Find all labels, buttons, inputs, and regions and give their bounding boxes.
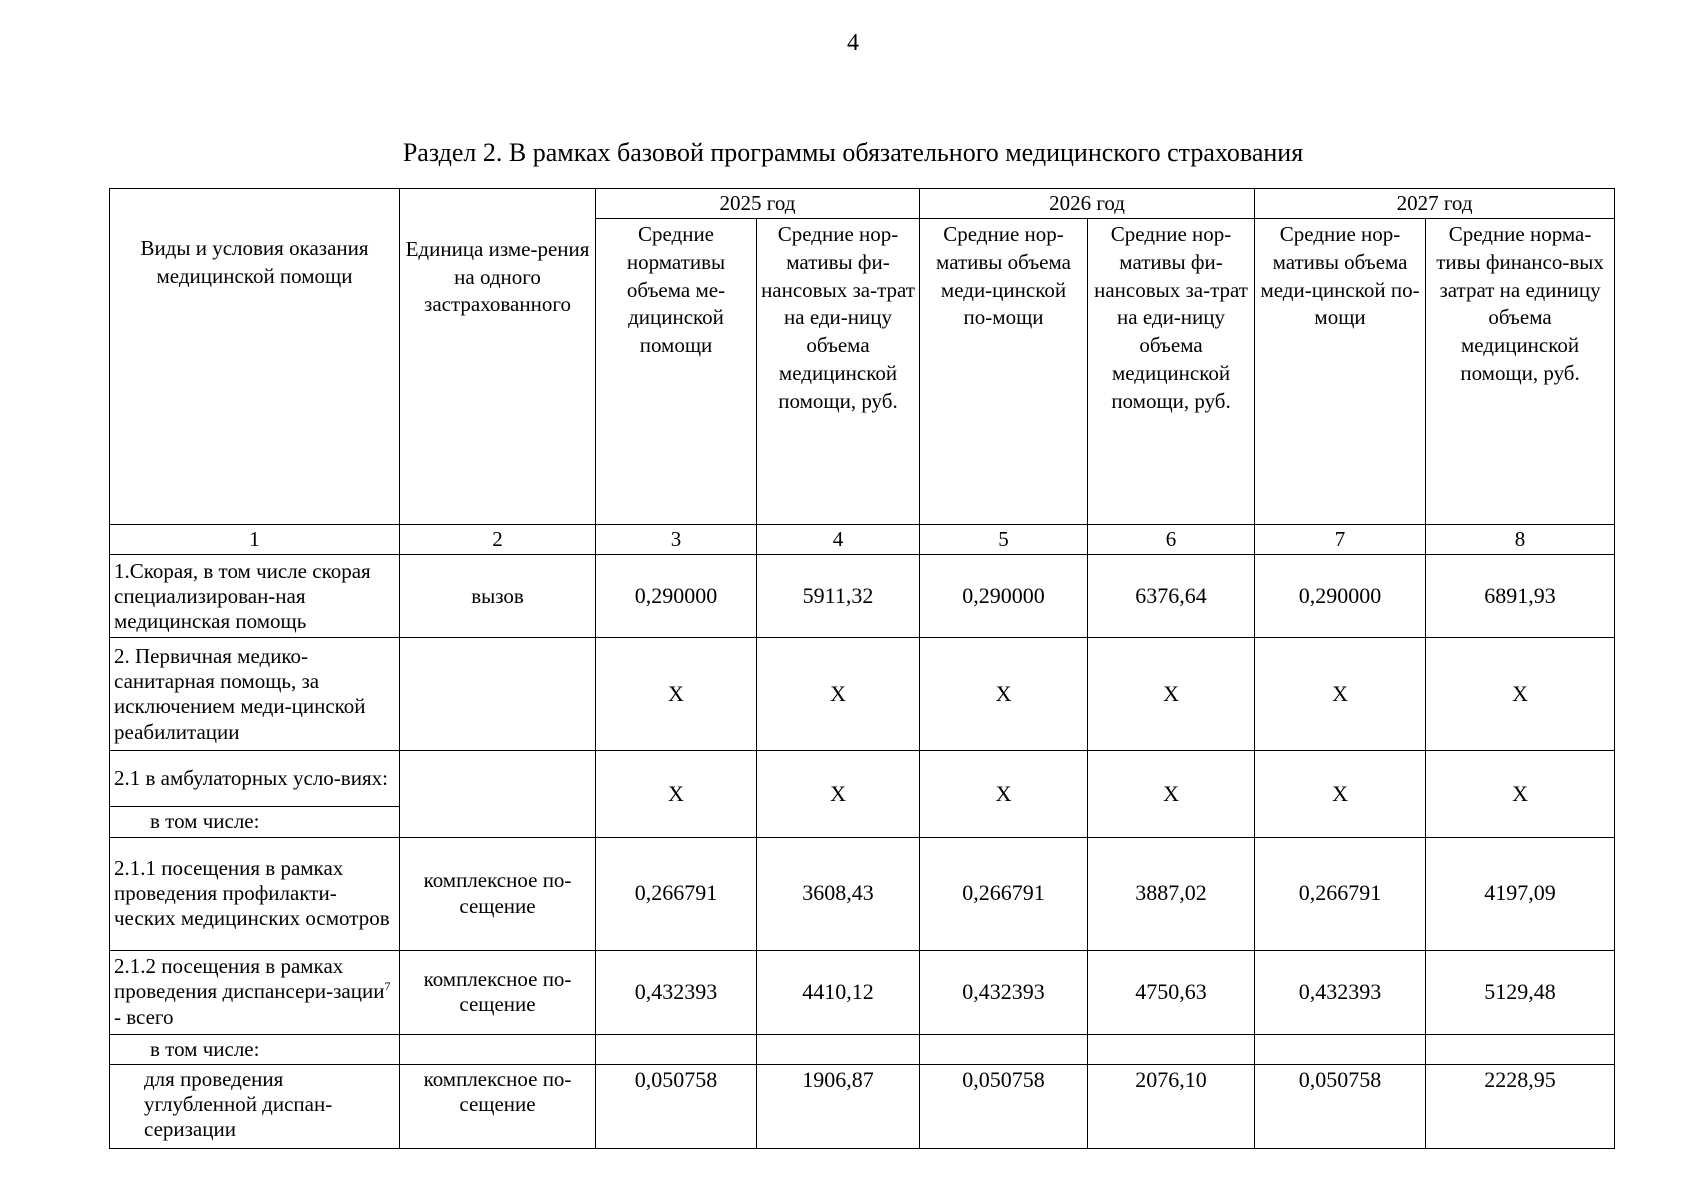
header-kind: Виды и условия оказания медицинской помощи <box>110 189 400 525</box>
row-name: 2. Первичная медико-санитарная помощь, за исключением меди-цинской реабилитации <box>110 638 400 751</box>
cell-value: Х <box>1088 638 1255 751</box>
cell-value: 3608,43 <box>757 837 920 950</box>
header-cost-2027: Средние норма-тивы финансо-вых затрат на единицу объема медицинской помощи, руб. <box>1426 219 1615 525</box>
column-number: 5 <box>920 525 1088 555</box>
row-unit: комплексное по-сещение <box>400 950 596 1034</box>
row-name: для проведения углубленной диспан-серизации <box>110 1064 400 1148</box>
table-row <box>110 1034 1615 1064</box>
section-title: Раздел 2. В рамках базовой программы обязательного медицинского страхования <box>402 138 1304 167</box>
header-year-2027: 2027 год <box>1255 189 1615 219</box>
column-number: 4 <box>757 525 920 555</box>
norms-table <box>109 188 1615 1149</box>
header-volume-2027: Средние нор-мативы объема меди-цинской по-мощи <box>1255 219 1426 525</box>
row-unit <box>400 638 596 751</box>
row-subheading: в том числе: <box>110 807 400 837</box>
header-unit: Единица изме-рения на одного застрахованного <box>400 189 596 525</box>
cell-value: Х <box>757 638 920 751</box>
cell-value: 5129,48 <box>1426 950 1615 1034</box>
cell-value: 2228,95 <box>1426 1064 1615 1148</box>
cell-value: 0,050758 <box>920 1064 1088 1148</box>
header-volume-2026: Средние нор-мативы объема меди-цинской по-мощи <box>920 219 1088 525</box>
cell-value: 0,266791 <box>596 837 757 950</box>
cell-value: 6376,64 <box>1088 555 1255 638</box>
column-number: 8 <box>1426 525 1615 555</box>
row-unit: вызов <box>400 555 596 638</box>
column-number: 2 <box>400 525 596 555</box>
cell-value: 3887,02 <box>1088 837 1255 950</box>
cell-value: 2076,10 <box>1088 1064 1255 1148</box>
empty-cell <box>1255 1034 1426 1064</box>
table-row <box>110 638 1615 751</box>
cell-value: 0,432393 <box>920 950 1088 1034</box>
header-row-years <box>110 189 1615 219</box>
row-name-tail: - всего <box>114 1004 174 1029</box>
cell-value: 1906,87 <box>757 1064 920 1148</box>
empty-cell <box>596 1034 757 1064</box>
row-unit <box>400 751 596 837</box>
footnote-mark: 7 <box>384 979 391 994</box>
cell-value: 0,266791 <box>1255 837 1426 950</box>
row-name <box>110 950 400 1034</box>
cell-value: Х <box>1255 751 1426 837</box>
row-name: 2.1 в амбулаторных усло-виях: <box>110 751 400 807</box>
column-number: 7 <box>1255 525 1426 555</box>
cell-value: 0,290000 <box>920 555 1088 638</box>
cell-value: Х <box>596 638 757 751</box>
cell-value: 0,050758 <box>1255 1064 1426 1148</box>
column-numbers-row <box>110 525 1615 555</box>
row-unit: комплексное по-сещение <box>400 837 596 950</box>
header-volume-2025: Средние нормативы объема ме-дицинской помощи <box>596 219 757 525</box>
header-cost-2025: Средние нор-мативы фи-нансовых за-трат на еди-ницу объема медицинской помощи, руб. <box>757 219 920 525</box>
cell-value: 4410,12 <box>757 950 920 1034</box>
column-number: 6 <box>1088 525 1255 555</box>
cell-value: Х <box>1426 638 1615 751</box>
cell-value: 6891,93 <box>1426 555 1615 638</box>
table-row <box>110 751 1615 807</box>
header-year-2026: 2026 год <box>920 189 1255 219</box>
table-row <box>110 555 1615 638</box>
page-number: 4 <box>847 30 859 56</box>
table-row <box>110 837 1615 950</box>
cell-value: Х <box>1255 638 1426 751</box>
cell-value: 5911,32 <box>757 555 920 638</box>
header-year-2025: 2025 год <box>596 189 920 219</box>
header-cost-2026: Средние нор-мативы фи-нансовых за-трат на еди-ницу объема медицинской помощи, руб. <box>1088 219 1255 525</box>
row-name-text: 2.1.2 посещения в рамках проведения диспансери-зации <box>114 954 385 1004</box>
empty-cell <box>757 1034 920 1064</box>
table-row <box>110 950 1615 1034</box>
cell-value: 4750,63 <box>1088 950 1255 1034</box>
row-name: 1.Скорая, в том числе скорая специализирован-ная медицинская помощь <box>110 555 400 638</box>
empty-cell <box>400 1034 596 1064</box>
cell-value: 0,050758 <box>596 1064 757 1148</box>
cell-value: 4197,09 <box>1426 837 1615 950</box>
row-unit: комплексное по-сещение <box>400 1064 596 1148</box>
cell-value: 0,290000 <box>1255 555 1426 638</box>
cell-value: Х <box>1088 751 1255 837</box>
cell-value: Х <box>920 751 1088 837</box>
cell-value: 0,290000 <box>596 555 757 638</box>
empty-cell <box>1426 1034 1615 1064</box>
cell-value: 0,432393 <box>1255 950 1426 1034</box>
column-number: 1 <box>110 525 400 555</box>
cell-value: Х <box>596 751 757 837</box>
cell-value: Х <box>757 751 920 837</box>
row-name: 2.1.1 посещения в рамках проведения профилакти-ческих медицинских осмотров <box>110 837 400 950</box>
cell-value: Х <box>1426 751 1615 837</box>
cell-value: 0,432393 <box>596 950 757 1034</box>
empty-cell <box>920 1034 1088 1064</box>
cell-value: 0,266791 <box>920 837 1088 950</box>
table-row <box>110 1064 1615 1148</box>
empty-cell <box>1088 1034 1255 1064</box>
row-subheading: в том числе: <box>110 1034 400 1064</box>
column-number: 3 <box>596 525 757 555</box>
cell-value: Х <box>920 638 1088 751</box>
